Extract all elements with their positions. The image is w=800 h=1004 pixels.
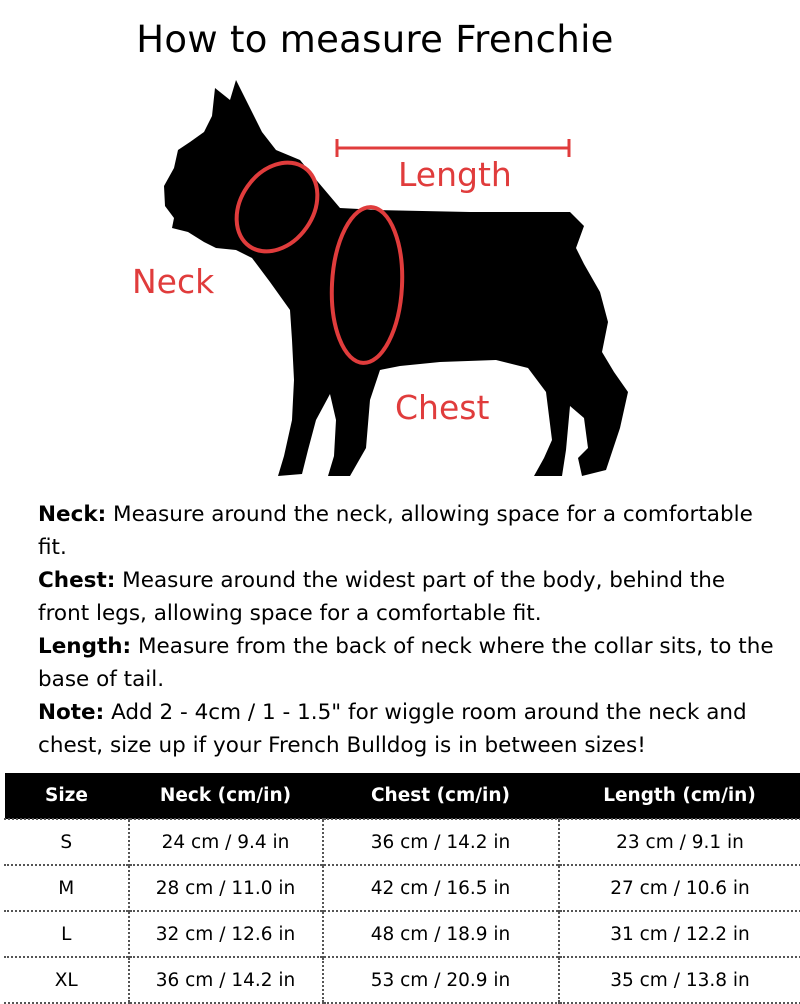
header-length: Length (cm/in) <box>559 773 800 819</box>
cell-chest: 36 cm / 14.2 in <box>323 819 559 865</box>
cell-size: M <box>5 865 129 911</box>
instruction-length <box>38 630 778 696</box>
instruction-text: Measure from the back of neck where the collar sits, to the base of tail. <box>38 634 774 692</box>
table-row <box>5 819 800 865</box>
instruction-note <box>38 696 778 762</box>
cell-length: 31 cm / 12.2 in <box>559 911 800 957</box>
cell-chest: 53 cm / 20.9 in <box>323 957 559 1003</box>
cell-neck: 28 cm / 11.0 in <box>129 865 323 911</box>
header-chest: Chest (cm/in) <box>323 773 559 819</box>
length-label: Length <box>398 155 512 194</box>
cell-size: XL <box>5 957 129 1003</box>
instruction-text: Measure around the widest part of the body, behind the front legs, allowing space for a comfortable fit. <box>38 568 725 626</box>
measurement-instructions <box>38 498 778 762</box>
header-neck: Neck (cm/in) <box>129 773 323 819</box>
instruction-neck <box>38 498 778 564</box>
cell-neck: 32 cm / 12.6 in <box>129 911 323 957</box>
cell-size: S <box>5 819 129 865</box>
instruction-label: Length: <box>38 634 131 659</box>
table-row <box>5 957 800 1003</box>
size-chart-table <box>4 773 800 1004</box>
instruction-text: Add 2 - 4cm / 1 - 1.5" for wiggle room around the neck and chest, size up if your French Bulldog is in between sizes! <box>38 700 747 758</box>
cell-neck: 24 cm / 9.4 in <box>129 819 323 865</box>
page-title: How to measure Frenchie <box>0 18 750 61</box>
cell-length: 23 cm / 9.1 in <box>559 819 800 865</box>
table-row <box>5 911 800 957</box>
table-header-row <box>5 773 800 819</box>
header-size: Size <box>5 773 129 819</box>
instruction-text: Measure around the neck, allowing space for a comfortable fit. <box>38 502 753 560</box>
cell-length: 35 cm / 13.8 in <box>559 957 800 1003</box>
instruction-label: Chest: <box>38 568 115 593</box>
neck-label: Neck <box>132 262 215 301</box>
chest-label: Chest <box>395 388 489 427</box>
instruction-label: Neck: <box>38 502 106 527</box>
instruction-label: Note: <box>38 700 104 725</box>
cell-length: 27 cm / 10.6 in <box>559 865 800 911</box>
cell-size: L <box>5 911 129 957</box>
table-row <box>5 865 800 911</box>
instruction-chest <box>38 564 778 630</box>
cell-chest: 42 cm / 16.5 in <box>323 865 559 911</box>
frenchie-measurement-diagram <box>0 70 800 490</box>
cell-chest: 48 cm / 18.9 in <box>323 911 559 957</box>
cell-neck: 36 cm / 14.2 in <box>129 957 323 1003</box>
